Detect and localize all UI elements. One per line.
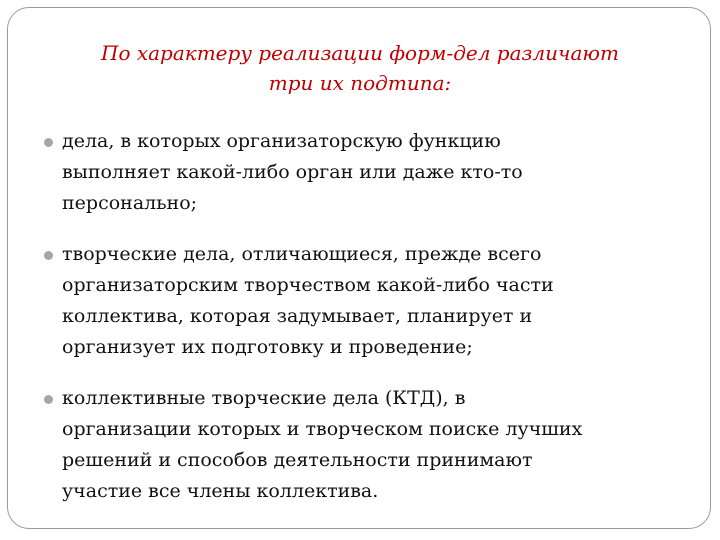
- bullet-text-line: выполняет какой-либо орган или даже кто-то: [62, 161, 523, 183]
- bullet-text-line: участие все члены коллектива.: [62, 480, 379, 502]
- bullet-dot-icon: [44, 251, 53, 260]
- slide-title: [40, 38, 680, 98]
- bullet-list: [40, 126, 690, 527]
- bullet-item: [40, 239, 690, 363]
- title-line-2: три их подтипа:: [268, 71, 452, 95]
- bullet-dot-icon: [44, 395, 53, 404]
- bullet-item: [40, 383, 690, 507]
- bullet-text-line: коллектива, которая задумывает, планирует и: [62, 305, 533, 327]
- bullet-text-line: решений и способов деятельности принимают: [62, 449, 533, 471]
- bullet-text-line: персонально;: [62, 192, 198, 214]
- bullet-text-line: дела, в которых организаторскую функцию: [62, 130, 501, 152]
- bullet-dot-icon: [44, 138, 53, 147]
- title-line-1: По характеру реализации форм-дел различают: [101, 41, 619, 65]
- bullet-text-line: творческие дела, отличающиеся, прежде всего: [62, 243, 542, 265]
- bullet-text-line: организует их подготовку и проведение;: [62, 336, 473, 358]
- bullet-text-line: коллективные творческие дела (КТД), в: [62, 387, 466, 409]
- bullet-text-line: организаторским творчеством какой-либо части: [62, 274, 554, 296]
- bullet-text-line: организации которых и творческом поиске лучших: [62, 418, 583, 440]
- bullet-item: [40, 126, 690, 219]
